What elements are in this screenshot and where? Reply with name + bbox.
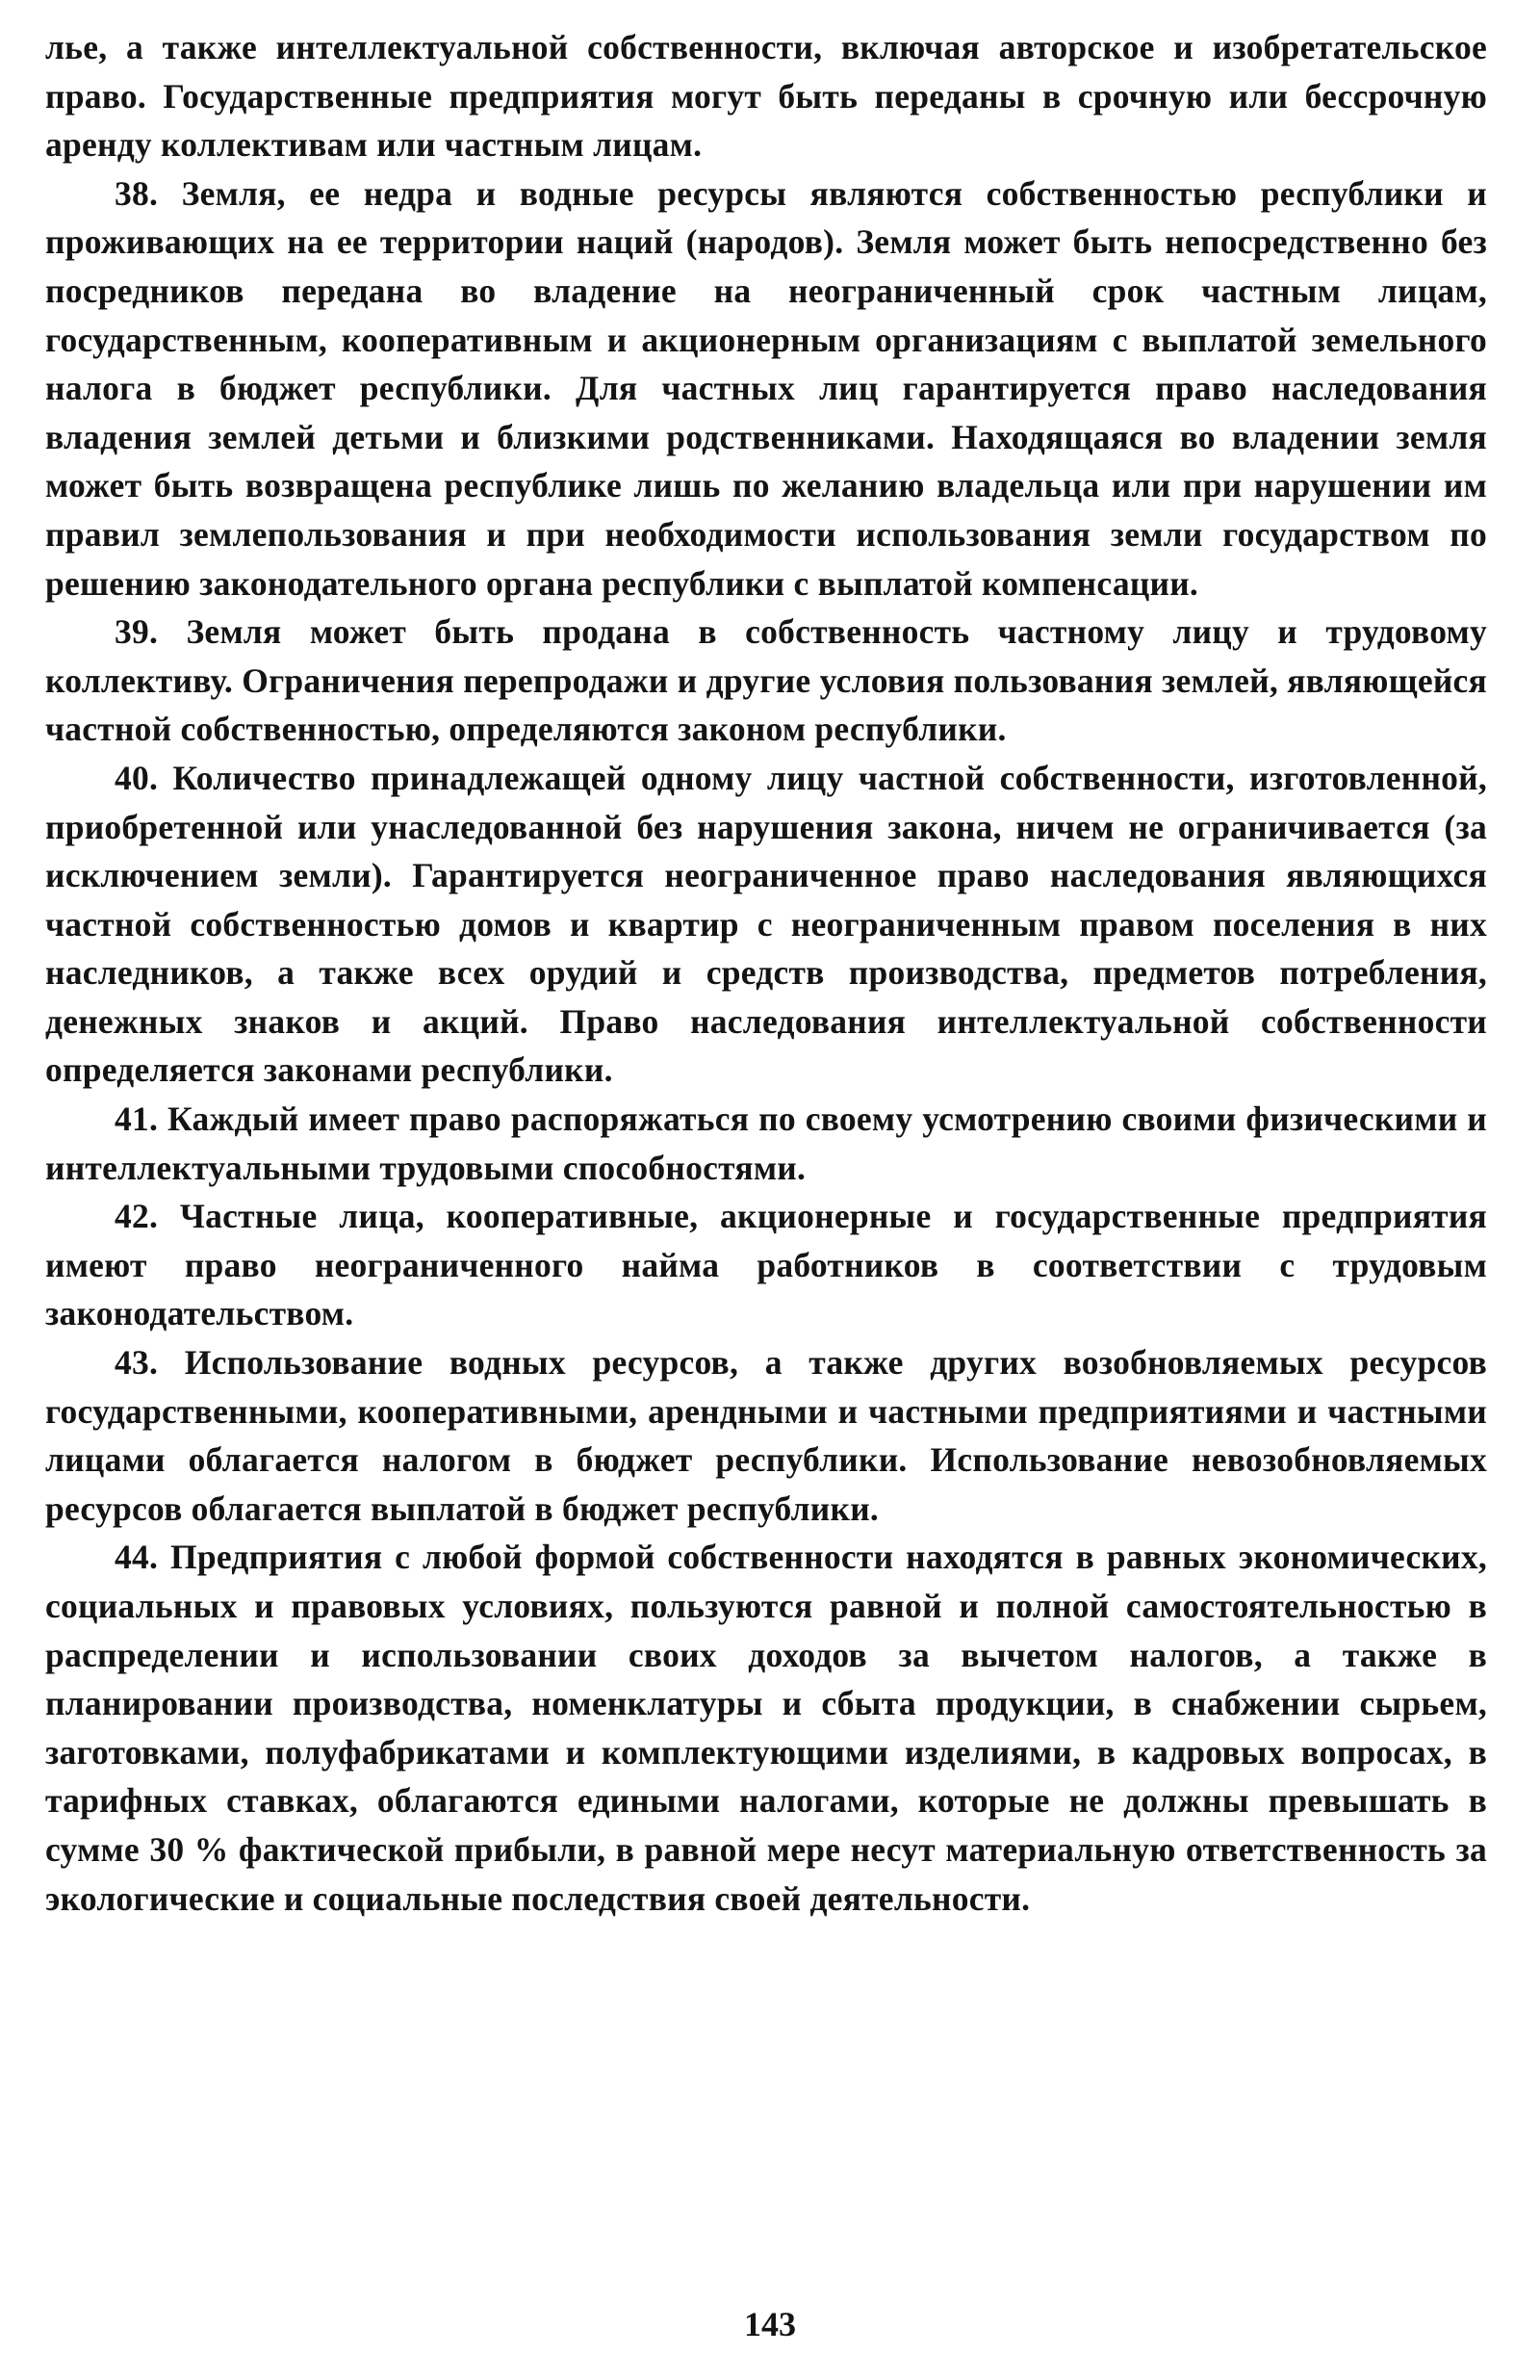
paragraph-39: 39. Земля может быть продана в собственность частному лицу и трудовому коллективу. Ограничения перепродажи и другие условия пользования землей, являющейся частной собственностью, определяются законом республики. bbox=[45, 612, 1487, 749]
paragraph-43: 43. Использование водных ресурсов, а также других возобновляемых ресурсов государственными, кооперативными, арендными и частными предприятиями и частными лицами облагается налогом в бюджет республики. Использование невозобновляемых ресурсов облагается выплатой в бюджет республики. bbox=[45, 1343, 1487, 1528]
paragraph-continued: лье, а также интеллектуальной собственности, включая авторское и изобретательское право. Государственные предприятия могут быть переданы в срочную или бессрочную аренду коллективам или частным лицам. bbox=[45, 28, 1487, 165]
paragraph-42: 42. Частные лица, кооперативные, акционерные и государственные предприятия имеют право неограниченного найма работников в соответствии с трудовым законодательством. bbox=[45, 1197, 1487, 1333]
paragraph-38: 38. Земля, ее недра и водные ресурсы являются собственностью республики и проживающих на ее территории наций (народов). Земля может быть непосредственно без посредников передана во владение на неограниченный срок частным лицам, государственным, кооперативным и акционерным организациям с выплатой земельного налога в бюджет республики. Для частных лиц гарантируется право наследования владения землей детьми и близкими родственниками. Находящаяся во владении земля может быть возвращена республике лишь по желанию владельца или при нарушении им правил землепользования и при необходимости использования земли государством по решению законодательного органа республики с выплатой компенсации. bbox=[45, 173, 1487, 603]
paragraph-40: 40. Количество принадлежащей одному лицу частной собственности, изготовленной, приобретенной или унаследованной без нарушения закона, ничем не ограничивается (за исключением земли). Гарантируется неограниченное право наследования являющихся частной собственностью домов и квартир с неограниченным правом поселения в них наследников, а также всех орудий и средств производства, предметов потребления, денежных знаков и акций. Право наследования интеллектуальной собственности определяется законами республики. bbox=[45, 758, 1487, 1090]
page-number: 143 bbox=[744, 2305, 796, 2343]
body-text bbox=[45, 23, 1487, 1923]
paragraph-44: 44. Предприятия с любой формой собственности находятся в равных экономических, социальных и правовых условиях, пользуются равной и полной самостоятельностью в распределении и использовании своих доходов за вычетом налогов, а также в планировании производства, номенклатуры и сбыта продукции, в снабжении сырьем, заготовками, полуфабрикатами и комплектующими изделиями, в кадровых вопросах, в тарифных ставках, облагаются едиными налогами, которые не должны превышать в сумме 30 % фактической прибыли, в равной мере несут материальную ответственность за экологические и социальные последствия своей деятельности. bbox=[45, 1538, 1487, 1918]
paragraph-41: 41. Каждый имеет право распоряжаться по своему усмотрению своими физическими и интеллектуальными трудовыми способностями. bbox=[45, 1099, 1487, 1187]
